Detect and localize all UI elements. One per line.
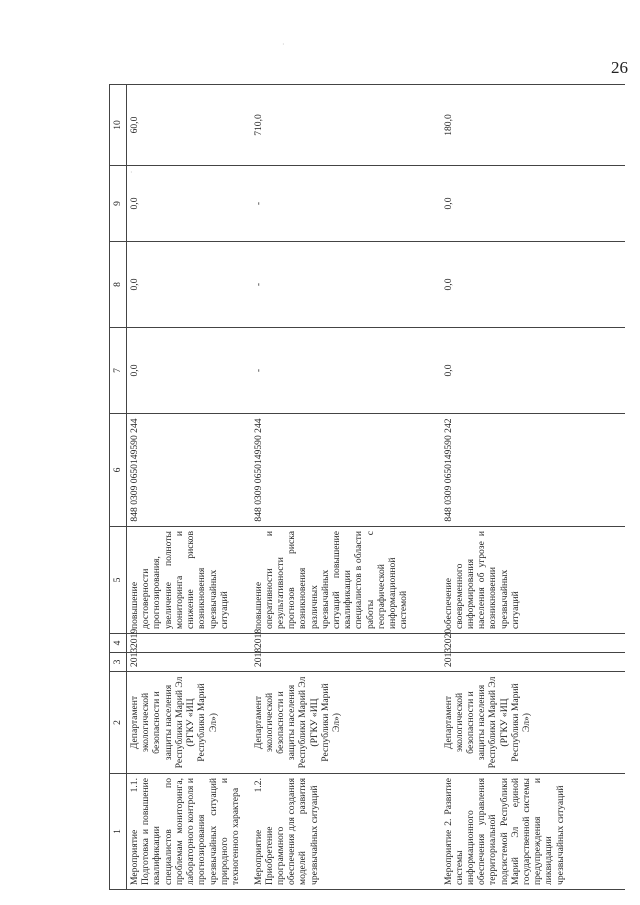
amount-col9: 0,0 <box>127 166 251 242</box>
amount-col8: - <box>251 242 441 328</box>
amount-col10: 180,0 <box>441 85 625 166</box>
column-header: 9 <box>110 166 127 242</box>
expected-result: повышение оперативности и результативности прогнозов риска возникновения различных чрезвычайных ситуаций повышение квалификации специалистов в области работы с географической информационной системой <box>251 527 441 634</box>
amount-col10: 710,0 <box>251 85 441 166</box>
column-header: 10 <box>110 85 127 166</box>
scan-speck: · <box>282 40 285 49</box>
start-year: 2018 <box>251 653 441 672</box>
amount-col8: 0,0 <box>127 242 251 328</box>
column-header: 7 <box>110 328 127 414</box>
column-header: 8 <box>110 242 127 328</box>
column-header: 3 <box>110 653 127 672</box>
table-row <box>441 85 625 890</box>
responsible-executor: Департамент экологической безопасности и защиты населения Республики Марий Эл (РГКУ «ИЦ Республики Марий Эл») <box>127 672 251 774</box>
header-row <box>110 85 127 890</box>
measure-name: Мероприятие 1.2. Приобретение программного обеспечения для создания моделей развития чрезвычайных ситуаций <box>251 774 441 890</box>
scan-speck: · <box>130 168 133 177</box>
table-row <box>127 85 251 890</box>
start-year: 2013 <box>127 653 251 672</box>
column-header: 2 <box>110 672 127 774</box>
end-year: 2019 <box>127 634 251 653</box>
start-year: 2013 <box>441 653 625 672</box>
column-header: 1 <box>110 774 127 890</box>
responsible-executor: Департамент экологической безопасности и защиты населения Республики Марий Эл (РГКУ «ИЦ Республики Марий Эл») <box>441 672 625 774</box>
expected-result: обеспечение своевременного информирования населения об угрозе и возникновении чрезвычайных ситуаций <box>441 527 625 634</box>
amount-col7: - <box>251 328 441 414</box>
page-number: 26 <box>611 58 628 77</box>
column-header: 5 <box>110 527 127 634</box>
amount-col7: 0,0 <box>441 328 625 414</box>
budget-code: 848 0309 0650149590 244 <box>127 414 251 527</box>
measure-name: Мероприятие 1.1. Подготовка и повышение квалификации специалистов по проблемам мониторинга, лабораторного контроля и прогнозирования чрезвычайных ситуаций природного и техногенного характера <box>127 774 251 890</box>
budget-code: 848 0309 0650149590 242 <box>441 414 625 527</box>
rotated-table-container <box>109 85 623 890</box>
measures-table <box>109 84 625 890</box>
column-header: 4 <box>110 634 127 653</box>
expected-result: повышение достоверности прогнозирования, увеличение полноты мониторинга и снижение рисков возникновения чрезвычайных ситуаций <box>127 527 251 634</box>
amount-col8: 0,0 <box>441 242 625 328</box>
amount-col10: 60,0 <box>127 85 251 166</box>
end-year: 2018 <box>251 634 441 653</box>
column-header: 6 <box>110 414 127 527</box>
amount-col9: - <box>251 166 441 242</box>
end-year: 2020 <box>441 634 625 653</box>
amount-col7: 0,0 <box>127 328 251 414</box>
amount-col9: 0,0 <box>441 166 625 242</box>
responsible-executor: Департамент экологической безопасности и защиты населения Республики Марий Эл (РГКУ «ИЦ Республики Марий Эл») <box>251 672 441 774</box>
budget-code: 848 0309 0650149590 244 <box>251 414 441 527</box>
measure-name: Мероприятие 2. Развитие системы информационного обеспечения управления территориальной подсистемой Республики Марий Эл единой государственной системы предупреждения и ликвидации чрезвычайных ситуаций <box>441 774 625 890</box>
table-row <box>251 85 441 890</box>
